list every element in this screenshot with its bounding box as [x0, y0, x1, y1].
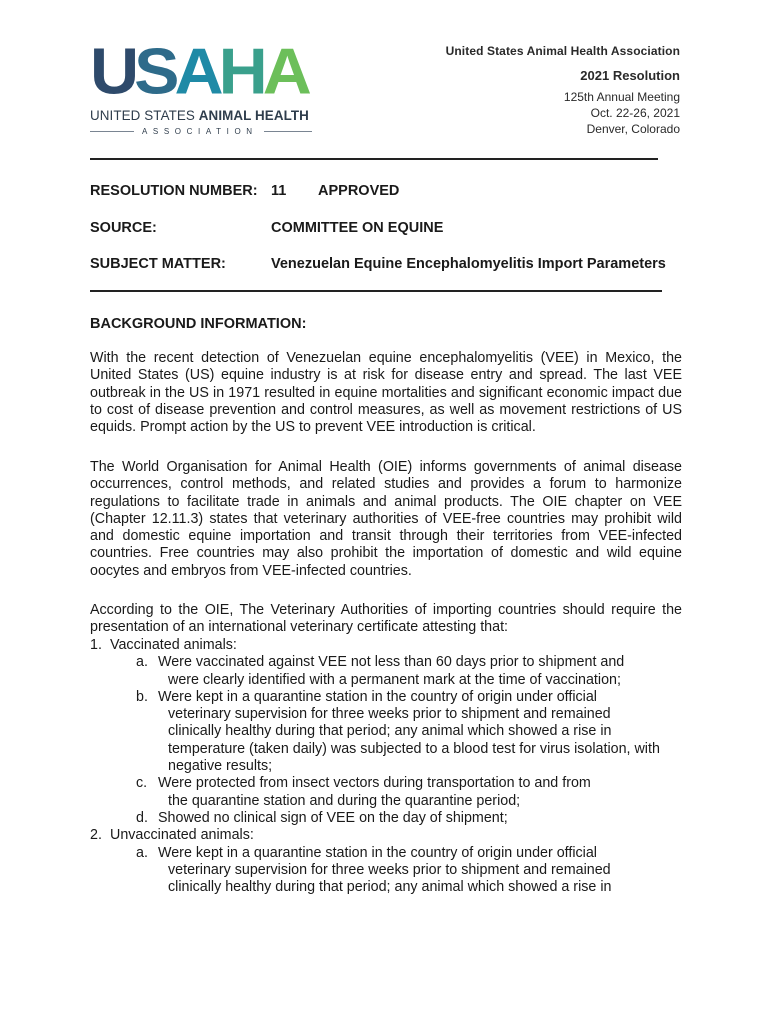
meeting-org: United States Animal Health Association: [445, 44, 680, 58]
logo-wordmark: [90, 35, 312, 108]
background-paragraph-3: According to the OIE, The Veterinary Authorities of importing countries should require the presentation of an international veterinary certificate attesting that:: [90, 602, 682, 636]
logo-org-name: [90, 108, 312, 123]
logo-letter: A: [174, 35, 219, 108]
subject-value: Venezuelan Equine Encephalomyelitis Import Parameters: [271, 256, 666, 272]
sub-list-item-continuation: veterinary supervision for three weeks prior to shipment and remained: [168, 861, 611, 878]
sub-list-item-continuation: veterinary supervision for three weeks prior to shipment and remained: [168, 706, 611, 723]
sub-list-item-body: [136, 845, 690, 897]
resolution-status: APPROVED: [318, 183, 400, 199]
sub-list-item-letter: a.: [136, 844, 148, 861]
sub-list-item: [90, 654, 690, 689]
sub-list-item-continuation: were clearly identified with a permanent mark at the time of vaccination;: [168, 671, 621, 688]
source-value: COMMITTEE ON EQUINE: [271, 220, 444, 236]
sub-list-item-body: [136, 689, 690, 775]
logo-letter: H: [218, 35, 263, 108]
sub-list-item-text: Were kept in a quarantine station in the country of origin under official: [158, 688, 597, 705]
sub-list-item: [90, 775, 690, 810]
background-heading: BACKGROUND INFORMATION:: [90, 316, 307, 332]
list-item: [90, 637, 690, 654]
logo-association-text: ASSOCIATION: [142, 127, 258, 136]
meeting-annual: 125th Annual Meeting: [563, 90, 680, 104]
logo-org-name-light: UNITED STATES: [90, 108, 199, 123]
sub-list-item: [90, 689, 690, 775]
source-label: SOURCE:: [90, 220, 157, 236]
meeting-resolution-year: 2021 Resolution: [580, 68, 680, 83]
meeting-dates: Oct. 22-26, 2021: [590, 106, 680, 120]
meeting-location: Denver, Colorado: [586, 122, 680, 136]
list-item-number: 1.: [90, 637, 102, 653]
sub-list-item-body: [136, 654, 690, 689]
usaha-logo: [90, 35, 312, 136]
logo-org-name-bold: ANIMAL HEALTH: [198, 108, 309, 123]
list-item-number: 2.: [90, 827, 102, 844]
sub-list-item-continuation: clinically healthy during that period; any animal which showed a rise in: [168, 879, 612, 896]
sub-list-item-text: Showed no clinical sign of VEE on the day of shipment;: [158, 809, 508, 826]
source-row: [90, 220, 444, 236]
subject-row: [90, 256, 666, 272]
sub-list-item-continuation: clinically healthy during that period; any animal which showed a rise in: [168, 723, 612, 740]
resolution-number-label: RESOLUTION NUMBER:: [90, 183, 258, 199]
sub-list-item-text: Were vaccinated against VEE not less than 60 days prior to shipment and: [158, 654, 625, 671]
logo-rule-left: [90, 131, 134, 132]
logo-rule-right: [264, 131, 312, 132]
sub-list-item-continuation: the quarantine station and during the quarantine period;: [168, 792, 521, 809]
list-item: [90, 827, 690, 844]
logo-letter: A: [262, 35, 307, 108]
list-item-label: Vaccinated animals:: [110, 637, 237, 653]
logo-letter: U: [90, 35, 135, 108]
sub-list-item-continuation: temperature (taken daily) was subjected to a blood test for virus isolation, with: [168, 740, 660, 757]
sub-list-item-text: Were kept in a quarantine station in the country of origin under official: [158, 844, 597, 861]
sub-list-item-letter: c.: [136, 775, 148, 792]
subject-label: SUBJECT MATTER:: [90, 256, 226, 272]
sub-list-item-letter: d.: [136, 809, 148, 826]
list-item-label: Unvaccinated animals:: [110, 827, 254, 844]
resolution-number-value: 11: [271, 183, 287, 199]
divider-top: [90, 158, 658, 160]
logo-letter: S: [134, 35, 175, 108]
resolution-number-row: [90, 183, 400, 199]
sub-list-item-letter: b.: [136, 688, 148, 705]
sub-list-item: [90, 845, 690, 897]
sub-list-item-text: Were protected from insect vectors during transportation to and from: [158, 775, 591, 792]
sub-list-item: [90, 810, 690, 827]
background-paragraph-2: The World Organisation for Animal Health (OIE) informs governments of animal disease occurrences, control methods, and related studies and provides a forum to harmonize regulations to facilitate trade in animals and animal products. The OIE chapter on VEE (Chapter 12.11.3) states that veterinary authorities of VEE-free countries may prohibit wild and domestic equine importation and transit through their territories from VEE-infected countries. Free countries may also prohibit the importation of domestic and wild equine oocytes and embryos from VEE-infected countries.: [90, 459, 682, 579]
sub-list-item-body: [136, 810, 690, 827]
background-paragraph-1: With the recent detection of Venezuelan equine encephalomyelitis (VEE) in Mexico, the United States (US) equine industry is at risk for disease entry and spread. The last VEE outbreak in the US in 1971 resulted in equine mortalities and significant economic impact due to cost of disease prevention and control measures, as well as movement restrictions of US equids. Prompt action by the US to prevent VEE introduction is critical.: [90, 350, 682, 436]
logo-association: [90, 127, 312, 136]
divider-bottom: [90, 290, 662, 292]
requirements-list: [90, 637, 690, 896]
sub-list-item-letter: a.: [136, 654, 148, 671]
sub-list-item-continuation: negative results;: [168, 758, 273, 775]
sub-list-item-body: [136, 775, 690, 810]
meeting-info: [380, 44, 680, 137]
